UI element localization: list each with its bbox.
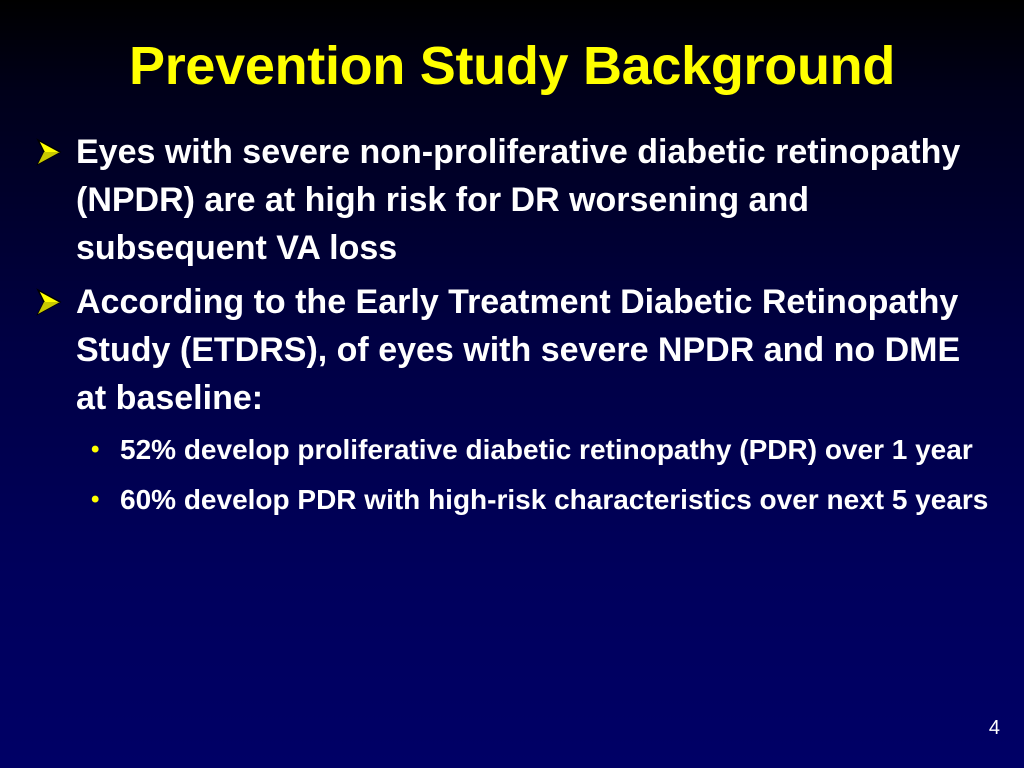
sub-bullet-item [76, 480, 994, 520]
dot-bullet-icon: • [91, 486, 100, 513]
arrow-bullet-icon [34, 138, 64, 166]
bullet-list [34, 128, 994, 530]
bullet-text: According to the Early Treatment Diabetic Retinopathy Study (ETDRS), of eyes with severe NPDR and no DME at baseline: [76, 283, 961, 417]
sub-bullet-list [76, 430, 994, 520]
dot-bullet-icon: • [91, 436, 100, 463]
bullet-item [34, 128, 994, 272]
bullet-item [34, 278, 994, 520]
slide-title: Prevention Study Background [128, 36, 895, 96]
page-number: 4 [988, 717, 1000, 739]
bullet-text: Eyes with severe non-proliferative diabetic retinopathy (NPDR) are at high risk for DR worsening and subsequent VA loss [76, 133, 961, 267]
arrow-bullet-icon [34, 288, 64, 316]
sub-bullet-text: 60% develop PDR with high-risk characteristics over next 5 years [120, 484, 989, 515]
sub-bullet-item [76, 430, 994, 470]
sub-bullet-text: 52% develop proliferative diabetic retinopathy (PDR) over 1 year [120, 434, 973, 465]
